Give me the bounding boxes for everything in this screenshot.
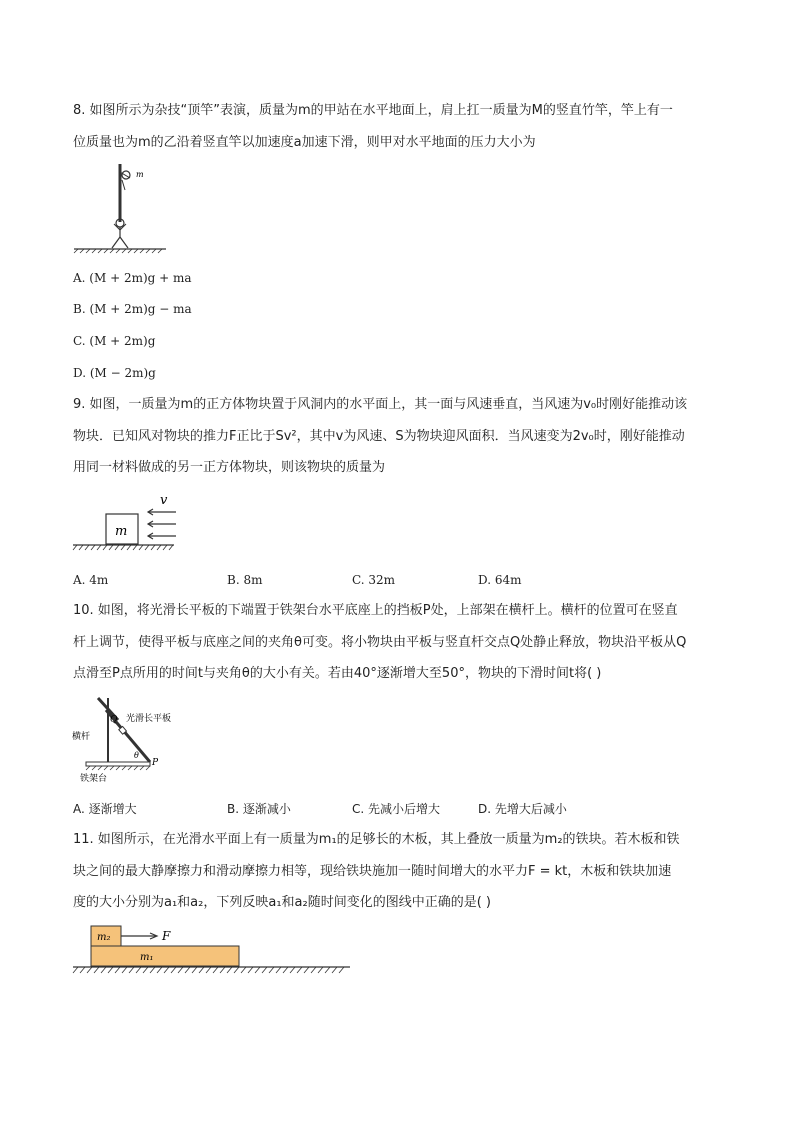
q11-text-line1: 11. 如图所示，在光滑水平面上有一质量为m₁的足够长的木板，其上叠放一质量为m₂的铁块。若木板和铁 [73,832,680,847]
q8-text-line1: 8. 如图所示为杂技“顶竿”表演，质量为m的甲站在水平地面上，肩上扛一质量为M的竖直竹竿，竿上有一 [73,103,673,118]
q8-option-a: A. (M + 2m)g + ma [73,271,192,285]
q10-text-line3: 点滑至P点所用的时间t与夹角θ的大小有关。若由40°逐渐增大至50°，物块的下滑时间t将( ) [73,666,602,681]
q11-text-line2: 块之间的最大静摩擦力和滑动摩擦力相等，现给铁块施加一随时间增大的水平力F = kt，木板和铁块加速 [73,864,672,879]
board-label: 光滑长平板 [126,714,172,724]
force-label: F [162,929,171,943]
q10-text-line2: 杆上调节，使得平板与底座之间的夹角θ可变。将小物块由平板与竖直杆交点Q处静止释放，物块沿平板从Q [73,635,687,650]
stand-label: 铁架台 [80,774,108,784]
q8-option-b: B. (M + 2m)g − ma [73,302,192,316]
stand-base [86,762,150,766]
q10-text-line1: 10. 如图，将光滑长平板的下端置于铁架台水平底座上的挡板P处，上部架在横杆上。横杆的位置可在竖直 [73,603,678,618]
point-p-label: P [152,758,159,768]
q10-option-d: D. 先增大后减小 [478,802,567,816]
q8-figure [70,160,170,255]
q11-text-line3: 度的大小分别为a₁和a₂，下列反映a₁和a₂随时间变化的图线中正确的是( ) [73,895,491,910]
q9-block-label: m [115,524,128,539]
q9-text-line1: 9. 如图，一质量为m的正方体物块置于风洞内的水平面上，其一面与风速垂直，当风速为v₀时刚好能推动该 [73,397,688,412]
q9-option-a: A. 4m [73,573,109,587]
wood-board-m1 [91,946,239,966]
m2-label: m₂ [97,932,111,943]
q10-option-b: B. 逐渐减小 [227,802,291,816]
q8-option-d: D. (M − 2m)g [73,366,156,380]
q10-figure [70,694,200,786]
wind-arrows [148,509,176,539]
q9-option-b: B. 8m [227,573,263,587]
q8-text-line2: 位质量也为m的乙沿着竖直竿以加速度a加速下滑，则甲对水平地面的压力大小为 [73,135,536,150]
q9-figure [70,488,180,554]
q9-velocity-label: v [160,493,168,508]
theta-label: θ [134,751,139,760]
bar-label: 横杆 [72,732,91,742]
q9-option-d: D. 64m [478,573,522,587]
m1-label: m₁ [140,952,154,963]
q8-option-c: C. (M + 2m)g [73,334,156,348]
q9-text-line2: 物块．已知风对物块的推力F正比于Sv²，其中v为风速、S为物块迎风面积．当风速变为2v₀时，刚好能推动 [73,429,685,444]
q10-option-a: A. 逐渐增大 [73,802,137,816]
point-q-label: Q [110,715,118,725]
q8-mass-label: m [136,170,144,179]
q9-option-c: C. 32m [352,573,396,587]
q9-text-line3: 用同一材料做成的另一正方体物块，则该物块的质量为 [73,460,386,475]
q10-option-c: C. 先减小后增大 [352,802,441,816]
q11-figure [70,922,355,976]
